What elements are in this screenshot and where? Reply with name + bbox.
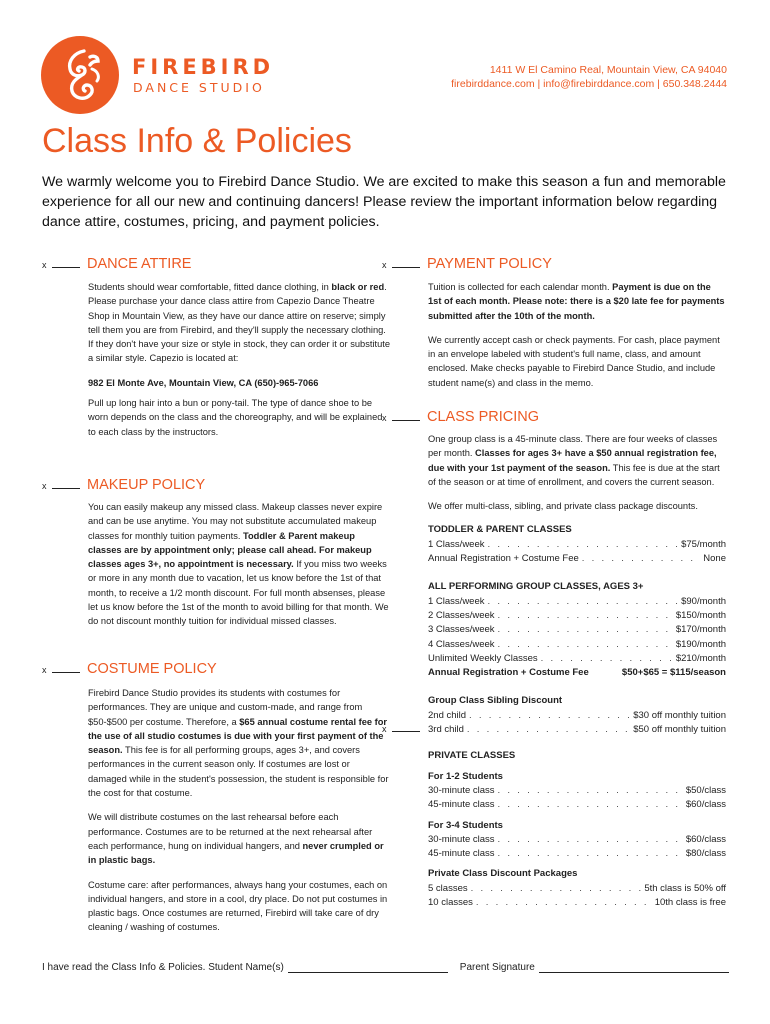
parent-signature-field[interactable] xyxy=(539,962,729,973)
paragraph: Costume care: after performances, always hang your costumes, each on individual hangers, and store in a cool, dry place. Do not put costumes in plastic bags. Once costumes are returned, Firebird will take care of dry cleaning / washing of costumes. xyxy=(88,879,388,933)
paragraph: We currently accept cash or check payments. For cash, place payment in an envelope labeled with student's full name, class, and amount enclosed. Make checks payable to Firebird Dance Studio, and include student name(s) and class in the memo. xyxy=(428,334,720,388)
section-title: CLASS PRICING xyxy=(427,409,539,425)
section-title: COSTUME POLICY xyxy=(87,661,217,677)
intro-text: We warmly welcome you to Firebird Dance Studio. We are excited to make this season a fun and memorable experience for all our new and continuing dancers! Please review the important information below regarding dance attire, costumes, pricing, and payment policies. xyxy=(42,174,726,230)
paragraph: We offer multi-class, sibling, and private class package discounts. xyxy=(428,501,698,512)
initial-field[interactable]: x xyxy=(42,481,87,491)
initial-field[interactable]: x xyxy=(42,260,87,270)
price-row: Unlimited Weekly Classes . . . $210/month xyxy=(428,652,726,666)
payment-policy-header xyxy=(382,256,552,272)
section-title: MAKEUP POLICY xyxy=(87,477,206,493)
paragraph: Pull up long hair into a bun or pony-tail. The type of dance shoe to be worn depends on the class and the choreography, and will be explained to each class by the instructors. xyxy=(88,398,383,437)
price-row: 3rd child . . . $50 off monthly tuition xyxy=(428,723,726,737)
price-row: 30-minute class . . . $50/class xyxy=(428,784,726,798)
contact-info xyxy=(451,63,727,91)
dance-attire-body xyxy=(88,280,390,449)
ack-label: I have read the Class Info & Policies. Student Name(s) xyxy=(42,962,284,973)
private-1-2-price-list xyxy=(428,784,726,813)
signature-line xyxy=(42,962,732,973)
price-row: 30-minute class . . . $60/class xyxy=(428,833,726,847)
student-name-field[interactable] xyxy=(288,962,448,973)
makeup-policy-body xyxy=(88,500,390,639)
price-row: 45-minute class . . . $60/class xyxy=(428,798,726,812)
initial-field[interactable]: x xyxy=(382,260,427,270)
costume-policy-body xyxy=(88,686,390,945)
price-row: 2nd child . . . $30 off monthly tuition xyxy=(428,709,726,723)
paragraph: We will distribute costumes on the last rehearsal before each performance. Costumes are to be returned at the next rehearsal after each performance, hung on individual hangers, and never crumpled or in plastic bags. xyxy=(88,812,384,866)
private-1-2-heading: For 1-2 Students xyxy=(428,770,503,782)
initial-field[interactable]: x xyxy=(382,413,427,423)
paragraph: Tuition is collected for each calendar month. Payment is due on the 1st of each month. Please note: there is a $20 late fee for payments submitted after the 10th of the month. xyxy=(428,282,725,321)
private-3-4-heading: For 3-4 Students xyxy=(428,819,503,831)
brand-subtitle: DANCE STUDIO xyxy=(133,80,265,95)
class-pricing-header xyxy=(382,409,539,425)
sibling-price-list xyxy=(428,709,726,738)
price-row: 1 Class/week . . . $75/month xyxy=(428,538,726,552)
private-classes-heading: PRIVATE CLASSES xyxy=(428,750,516,762)
firebird-logo-icon xyxy=(40,35,120,115)
paragraph: One group class is a 45-minute class. There are four weeks of classes per month. Classes for ages 3+ have a $50 annual registration fee, due with your 1st payment of the season. This fee is due at the start of the season or at time of enrollment, and covers the current season. xyxy=(428,434,720,487)
page-title: Class Info & Policies xyxy=(42,122,352,160)
section-title: DANCE ATTIRE xyxy=(87,256,192,272)
paragraph: You can easily makeup any missed class. Makeup classes never expire and can be use anytime. You may not substitute accumulated makeup classes for monthly tuition payments. Toddler & Parent makeup classes are by appointment only; please call ahead. For makeup classes ages 3+, no appointment is necessary. If you miss two weeks or more in any month due to vacation, let us know before the 1st of that month, to receive a 1/2 month discount. For full month absenses, please let us know before the 1st of the month to avoid billing for that month. We do not discount monthly tuition for individual missed classes. xyxy=(88,502,389,627)
initial-field[interactable]: x xyxy=(42,665,87,675)
group-price-list xyxy=(428,595,726,681)
initial-field[interactable]: x xyxy=(382,724,427,734)
parent-signature-label: Parent Signature xyxy=(459,962,535,973)
class-pricing-body xyxy=(428,432,726,910)
toddler-price-list xyxy=(428,538,726,567)
price-row: Annual Registration + Costume Fee $50+$65 = $115/season xyxy=(428,667,726,679)
section-title: PAYMENT POLICY xyxy=(427,256,552,272)
toddler-classes-heading: TODDLER & PARENT CLASSES xyxy=(428,524,572,536)
capezio-address: 982 El Monte Ave, Mountain View, CA (650)-965-7066 xyxy=(88,377,319,388)
sibling-initial xyxy=(382,724,427,734)
sibling-discount-heading: Group Class Sibling Discount xyxy=(428,695,563,707)
payment-policy-body xyxy=(428,280,726,400)
costume-policy-header xyxy=(42,661,217,677)
packages-price-list xyxy=(428,882,726,911)
paragraph: Firebird Dance Studio provides its students with costumes for performances. They are unique and custom-made, and range from $50-$500 per costume. Therefore, a $65 annual costume rental fee for the use of all studio costumes is due with your first payment of the season. This fee is for all performing groups, ages 3+, and covers performances in the current season only. If costumes are lost or damaged while in the student's possession, the student is responsible for the cost for that costume. xyxy=(88,688,389,799)
price-row: 1 Class/week . . . $90/month xyxy=(428,595,726,609)
brand-name: FIREBIRD xyxy=(132,55,275,79)
dance-attire-header xyxy=(42,256,191,272)
private-3-4-price-list xyxy=(428,833,726,862)
makeup-policy-header xyxy=(42,477,205,493)
price-row: 4 Classes/week . . . $190/month xyxy=(428,638,726,652)
price-row: Annual Registration + Costume Fee . . . None xyxy=(428,552,726,566)
price-row: 45-minute class . . . $80/class xyxy=(428,847,726,861)
contact-line: firebirddance.com | info@firebirddance.com | 650.348.2444 xyxy=(451,78,727,90)
group-classes-heading: ALL PERFORMING GROUP CLASSES, AGES 3+ xyxy=(428,581,644,593)
price-row: 2 Classes/week . . . $150/month xyxy=(428,609,726,623)
studio-address: 1411 W El Camino Real, Mountain View, CA 94040 xyxy=(489,64,727,76)
paragraph: Students should wear comfortable, fitted dance clothing, in black or red. Please purchase your dance class attire from Capezio Dance Theatre Shop in Mountain View, as they have our dance attire on reserve; simply tell them you are from Firebird, and they'll supply the necessary clothing. If they don't have your size or style in stock, they can order it or substitute a similar style. Capezio is located at: xyxy=(88,282,391,364)
price-row: 10 classes . . . 10th class is free xyxy=(428,896,726,910)
packages-heading: Private Class Discount Packages xyxy=(428,868,578,880)
price-row: 3 Classes/week . . . $170/month xyxy=(428,623,726,637)
price-row: 5 classes . . . 5th class is 50% off xyxy=(428,882,726,896)
